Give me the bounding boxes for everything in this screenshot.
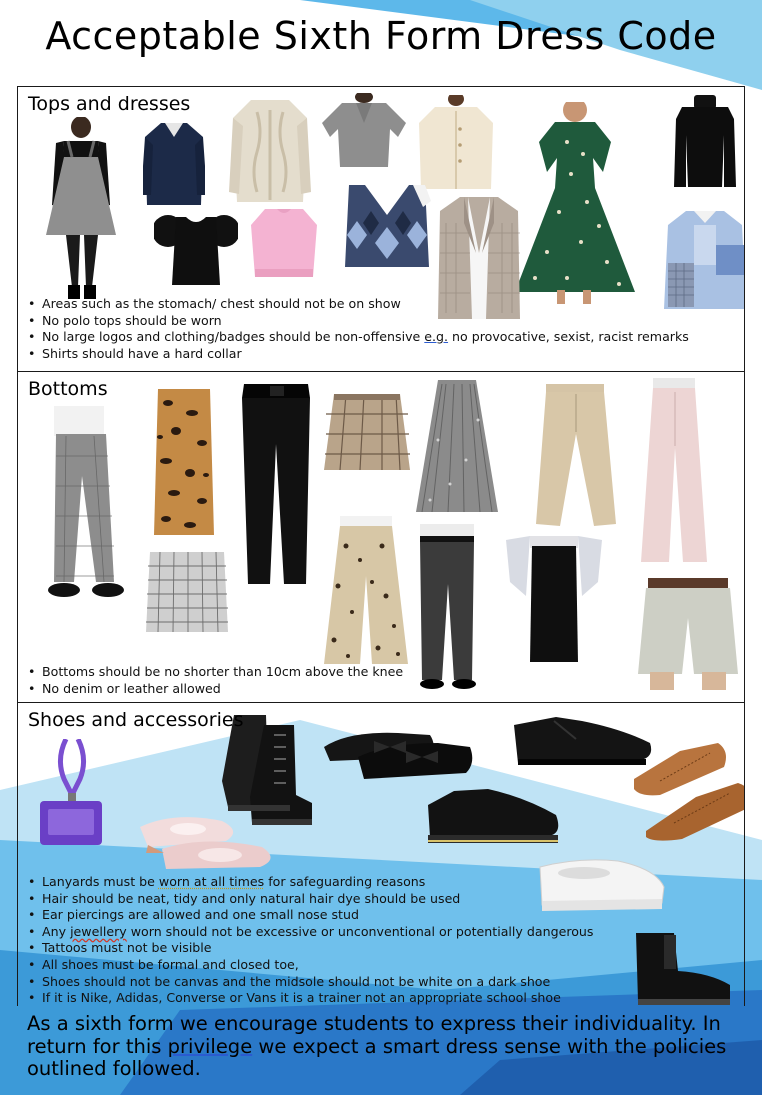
black-bow-loafers-photo [318, 717, 476, 787]
plaid-mini-skirt-photo [324, 394, 410, 474]
shoes-section [17, 702, 745, 1006]
footer-statement: As a sixth form we encourage students to express their individuality. In return for this privilege we expect a smart dress sense with the policies outlined followed. [27, 1012, 727, 1080]
shoes-rules-list [28, 874, 593, 1006]
black-roll-neck-photo [672, 95, 738, 191]
shoes-rule: • All shoes must be formal and closed toe, [28, 957, 593, 974]
grey-knit-shirt-photo [322, 93, 406, 167]
leopard-wide-trousers-photo [324, 516, 408, 666]
cream-cardigan-photo [417, 95, 495, 191]
black-chelsea-boot-photo [630, 931, 734, 1005]
bottoms-rules-list [28, 664, 403, 697]
page-title: Acceptable Sixth Form Dress Code [45, 14, 717, 58]
tops-rule: • Areas such as the stomach/ chest should not be on show [28, 296, 689, 313]
leopard-skirt-photo [152, 389, 216, 535]
pink-flares-photo [631, 378, 717, 566]
stone-shorts-photo [636, 578, 740, 692]
navy-jumper-photo [143, 115, 205, 207]
pink-ballet-flats-photo [134, 807, 282, 871]
tops-section [17, 86, 745, 372]
shoes-rule: • Lanyards must be worn at all times for safeguarding reasons [28, 874, 593, 891]
bottoms-section [17, 371, 745, 703]
shoes-rule: • Any jewellery worn should not be excessive or unconventional or potentially dangerous [28, 924, 593, 941]
purple-lanyard-photo [36, 739, 106, 849]
bottoms-heading: Bottoms [28, 378, 108, 400]
cream-cable-knit-photo [229, 92, 311, 206]
tops-rule: • No large logos and clothing/badges should be non-offensive e.g. no provocative, sexist, racist remarks [28, 329, 689, 346]
black-puff-sleeve-top-photo [154, 211, 238, 285]
shoes-rule: • Ear piercings are allowed and one small nose stud [28, 907, 593, 924]
argyle-vest-photo [343, 181, 431, 267]
pink-jumper-photo [251, 203, 317, 279]
shoes-rule: • Hair should be neat, tidy and only natural hair dye should be used [28, 891, 593, 908]
black-derby-shoes-photo [424, 783, 562, 849]
beige-chinos-photo [528, 384, 622, 532]
tops-rules-list [28, 296, 689, 362]
black-trousers-photo [240, 384, 312, 588]
check-trousers-photo [34, 406, 130, 602]
bottoms-rule: • No denim or leather allowed [28, 681, 403, 698]
shoes-heading: Shoes and accessories [28, 709, 244, 731]
grey-pleated-skirt-photo [416, 380, 498, 512]
shoes-rule: • If it is Nike, Adidas, Converse or Vans it is a trainer not an appropriate school shoe [28, 990, 593, 1006]
tan-brogues-photo [630, 739, 745, 847]
green-floral-dress-photo [511, 102, 639, 307]
bottoms-rule: • Bottoms should be no shorter than 10cm above the knee [28, 664, 403, 681]
pinafore-dress-photo [42, 117, 120, 299]
tops-rule: • Shirts should have a hard collar [28, 346, 689, 363]
grey-suit-trousers-photo [410, 524, 484, 692]
tweed-skirt-photo [146, 552, 228, 632]
shoes-rule: • Shoes should not be canvas and the midsole should not be white on a dark shoe [28, 974, 593, 991]
shoes-rule: • Tattoos must not be visible [28, 940, 593, 957]
black-pencil-skirt-photo [506, 536, 602, 666]
tops-rule: • No polo tops should be worn [28, 313, 689, 330]
tops-heading: Tops and dresses [28, 93, 191, 115]
